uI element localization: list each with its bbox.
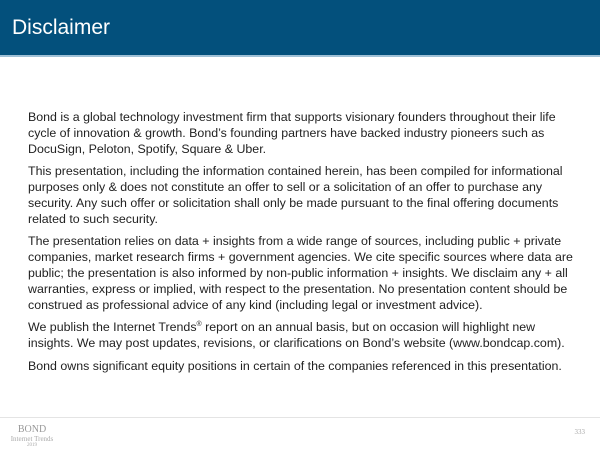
paragraph-sources: The presentation relies on data + insights from a wide range of sources, including public + private companies, market research firms + government agencies. We cite specific sources where data are public; the presentation is also informed by non-public information + insights. We disclaim any + all warranties, express or implied, with respect to the presentation. No presentation content should be construed as professional advice of any kind (including legal or investment advice). [28, 234, 573, 312]
header-bar [0, 0, 600, 57]
text: We publish the Internet Trends [28, 320, 197, 335]
registered-mark: ® [196, 321, 202, 329]
logo-subtitle: Internet Trends [10, 435, 54, 443]
bond-logo [10, 424, 54, 448]
footer-divider [0, 417, 600, 418]
page-title: Disclaimer [12, 16, 111, 39]
paragraph-informational: This presentation, including the information contained herein, has been compiled for informational purposes only & does not constitute an offer to sell or a solicitation of an offer to purchase any security. Any such offer or solicitation shall only be made pursuant to the final offering documents related to such security. [28, 164, 563, 226]
logo-text: BOND [17, 424, 47, 435]
page-number: 333 [574, 428, 585, 436]
paragraph-publishing [28, 320, 580, 352]
paragraph-equity: Bond owns significant equity positions in certain of the companies referenced in this presentation. [28, 358, 562, 373]
paragraph-about-bond: Bond is a global technology investment firm that supports visionary founders throughout their life cycle of innovation & growth. Bond’s founding partners have backed industry pioneers such as DocuSign, Peloton, Spotify, Square & Uber. [28, 110, 556, 156]
logo-year: 2019 [27, 443, 37, 448]
disclaimer-body [28, 110, 580, 381]
text: report on an annual basis, but on occasion will highlight new insights. We may post updates, revisions, or clarifications on Bond’s website (www.bondcap.com). [28, 320, 565, 351]
